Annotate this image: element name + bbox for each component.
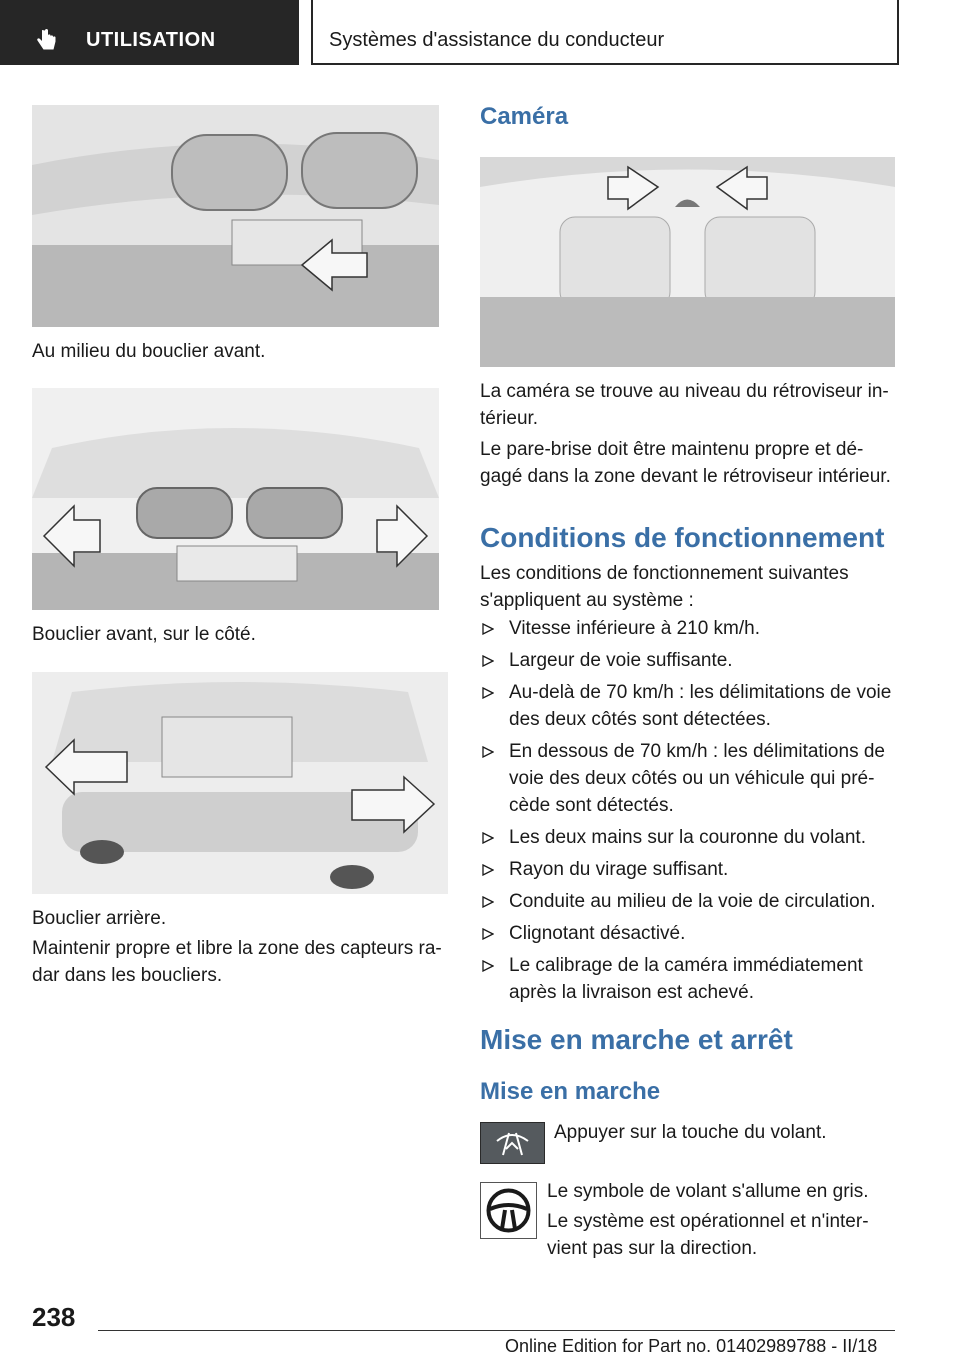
rear-bumper-image <box>32 672 448 894</box>
caption-front-side: Bouclier avant, sur le côté. <box>32 624 256 645</box>
list-item: Clignotant désactivé. <box>480 920 900 947</box>
footer-divider <box>98 1330 895 1331</box>
caption-front-center: Au milieu du bouclier avant. <box>32 341 266 362</box>
conditions-heading: Conditions de fonctionnement <box>480 522 885 553</box>
camera-text-2: Le pare-brise doit être maintenu propre et dé-gagé dans la zone devant le rétroviseur intérieur. <box>480 439 891 487</box>
list-item: Largeur de voie suffisante. <box>480 647 900 674</box>
list-item: Conduite au milieu de la voie de circulation. <box>480 888 900 915</box>
triangle-bullet-icon <box>482 832 494 844</box>
list-item: Au-delà de 70 km/h : les délimitations de voie des deux côtés sont détectées. <box>480 679 900 733</box>
front-bumper-side-image <box>32 388 439 610</box>
triangle-bullet-icon <box>482 864 494 876</box>
conditions-list <box>480 615 900 1011</box>
symbol-text-1: Le symbole de volant s'allume en gris. <box>547 1181 869 1202</box>
list-item: Vitesse inférieure à 210 km/h. <box>480 615 900 642</box>
chapter-title: Systèmes d'assistance du conducteur <box>329 29 665 51</box>
switch-on-off-heading: Mise en marche et arrêt <box>480 1024 793 1055</box>
list-item: Les deux mains sur la couronne du volant. <box>480 824 900 851</box>
triangle-bullet-icon <box>482 896 494 908</box>
triangle-bullet-icon <box>482 687 494 699</box>
switch-on-subheading: Mise en marche <box>480 1078 661 1105</box>
press-button-text: Appuyer sur la touche du volant. <box>554 1122 827 1143</box>
list-item: Le calibrage de la caméra immédiatement après la livraison est achevé. <box>480 952 900 1006</box>
list-item: En dessous de 70 km/h : les délimitations de voie des deux côtés ou un véhicule qui pré-cède sont détectés. <box>480 738 900 819</box>
camera-text-1: La caméra se trouve au niveau du rétroviseur in-térieur. <box>480 381 889 429</box>
front-bumper-center-image <box>32 105 439 327</box>
lane-assist-button-image <box>480 1122 545 1164</box>
section-label: UTILISATION <box>86 29 216 51</box>
triangle-bullet-icon <box>482 928 494 940</box>
triangle-bullet-icon <box>482 746 494 758</box>
steering-wheel-icon <box>481 1183 536 1238</box>
triangle-bullet-icon <box>482 960 494 972</box>
header-section-tab <box>0 0 299 65</box>
triangle-bullet-icon <box>482 623 494 635</box>
list-item: Rayon du virage suffisant. <box>480 856 900 883</box>
steering-wheel-symbol-image <box>480 1182 537 1239</box>
conditions-intro: Les conditions de fonctionnement suivantes s'appliquent au système : <box>480 563 849 611</box>
triangle-bullet-icon <box>482 655 494 667</box>
lane-assist-icon <box>481 1123 544 1163</box>
edition-info: Online Edition for Part no. 01402989788 - II/18 <box>505 1336 878 1356</box>
header-chapter-box <box>311 0 899 65</box>
page-number: 238 <box>32 1302 76 1332</box>
caption-rear: Bouclier arrière. <box>32 908 167 929</box>
symbol-text-2: Le système est opérationnel et n'inter-vient pas sur la direction. <box>547 1211 869 1259</box>
camera-location-image <box>480 157 895 367</box>
radar-sensor-text: Maintenir propre et libre la zone des capteurs ra-dar dans les boucliers. <box>32 938 442 986</box>
camera-heading: Caméra <box>480 103 569 130</box>
hand-pointer-icon <box>36 28 58 52</box>
